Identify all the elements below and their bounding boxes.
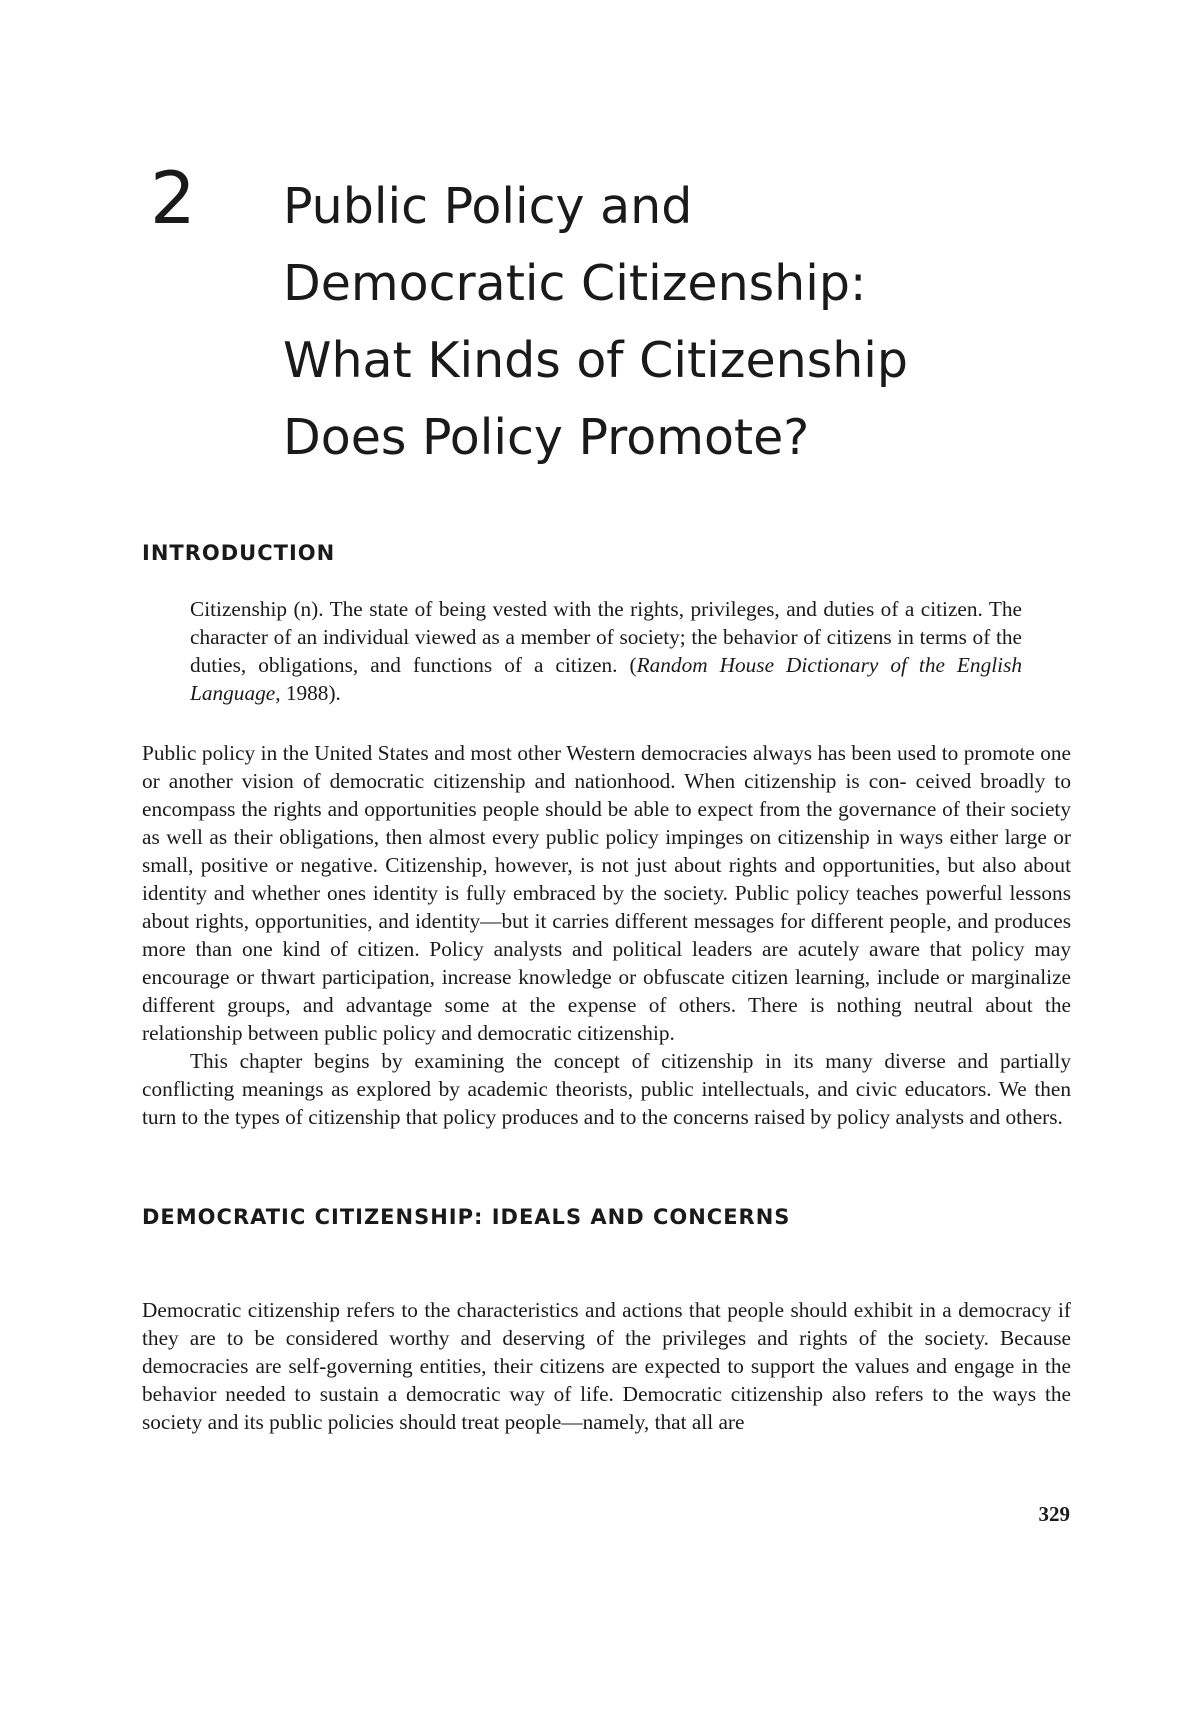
chapter-title-line: Public Policy and: [283, 178, 693, 235]
dictionary-quote: [190, 595, 1022, 707]
section-heading-introduction: INTRODUCTION: [142, 541, 336, 565]
page-number: 329: [1038, 1502, 1070, 1526]
chapter-title: [283, 168, 1043, 476]
paragraph: This chapter begins by examining the concept of citizenship in its many diverse and partially conflicting meanings as explored by academic theorists, public intellectuals, and civic educators. We then turn to the types of citizenship that policy produces and to the concerns raised by policy analysts and others.: [142, 1049, 1071, 1129]
quote-text: Citizenship (n). The state of being vested with the rights, privileges, and duties of a citizen. The character of an individual viewed as a member of society; the behavior of citizens in terms of the duties, obligations, and functions of a citizen. (: [190, 597, 1022, 677]
quote-source: Random House Dictionary of the English Language: [190, 653, 1022, 705]
paragraph: Democratic citizenship refers to the characteristics and actions that people should exhibit in a democracy if they are to be considered worthy and deserving of the privileges and rights of the society. Because democracies are self-governing entities, their citizens are expected to support the values and engage in the behavior needed to sustain a democratic way of life. Democratic citizenship also refers to the ways the society and its public policies should treat people—namely, that all are: [142, 1298, 1071, 1434]
democratic-citizenship-body: [142, 1296, 1071, 1436]
chapter-number: 2: [150, 156, 196, 240]
introduction-body: [142, 739, 1071, 1131]
section-heading-democratic-citizenship: DEMOCRATIC CITIZENSHIP: IDEALS AND CONCERNS: [142, 1205, 791, 1229]
paragraph: Public policy in the United States and most other Western democracies always has been used to promote one or another vision of democratic citizenship and nationhood. When citizenship is con- ceived broadly to encompass the rights and opportunities people should be able to expect from the governance of their society as well as their obligations, then almost every public policy impinges on citizenship in ways either large or small, positive or negative. Citizenship, however, is not just about rights and opportunities, but also about identity and whether ones identity is fully embraced by the society. Public policy teaches powerful lessons about rights, opportunities, and identity—but it carries different messages for different people, and produces more than one kind of citizen. Policy analysts and political leaders are acutely aware that policy may encourage or thwart participation, increase knowledge or obfuscate citizen learning, include or marginalize different groups, and advantage some at the expense of others. There is nothing neutral about the relationship between public policy and democratic citizenship.: [142, 741, 1071, 1045]
chapter-title-line: Does Policy Promote?: [283, 409, 810, 466]
quote-source-tail: , 1988).: [275, 681, 341, 705]
chapter-title-line: What Kinds of Citizenship: [283, 332, 909, 389]
chapter-title-line: Democratic Citizenship:: [283, 255, 867, 312]
